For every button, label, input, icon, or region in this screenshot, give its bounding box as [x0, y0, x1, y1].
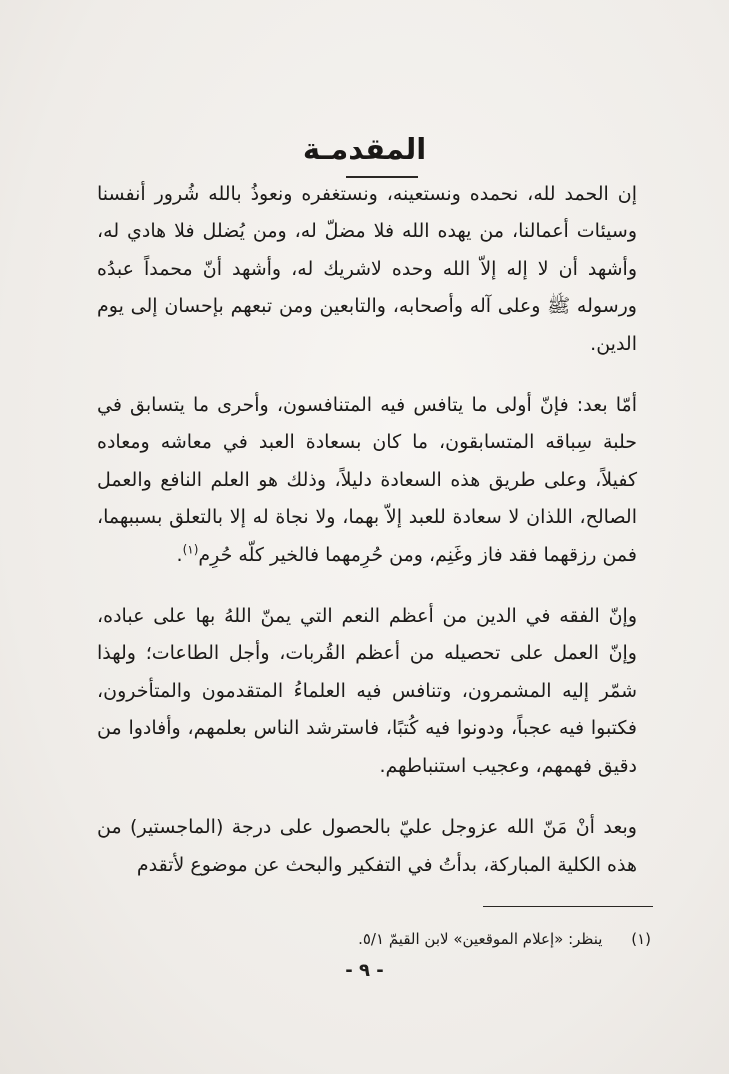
- body-text: [97, 176, 637, 884]
- paragraph-2: أمّا بعد: فإنّ أولى ما يتافس فيه المتنافسون، وأحرى ما يتسابق في حلبة سِباقه المتسابقون، ما كان بسعادة العبد في معاشه ومعاده كفيلاً، وعلى طريق هذه السعادة دليلاً، وذلك هو العلم النافع والعمل الصالح، اللذان لا سعادة للعبد إلاّ بهما، ولا نجاة له إلا بالتعلق بسببهما، فمن رزقهما فقد فاز وغَنِم، ومن حُرِمهما فالخير كلّه حُرِم$^{(١)}$.: [97, 394, 637, 566]
- footnote-text: ينظر: «إعلام الموقعين» لابن القيمّ ٥/١.: [358, 930, 603, 948]
- paragraph-4: وبعد أنْ مَنّ الله عزوجل عليّ بالحصول على درجة (الماجستير) من هذه الكلية المباركة، بدأتُ في التفكير والبحث عن موضوع لأتقدم: [97, 816, 637, 876]
- paragraph-3: وإنّ الفقه في الدين من أعظم النعم التي يمنّ اللهُ بها على عباده، وإنّ العمل على تحصيله من أعظم القُربات، وأجل الطاعات؛ ولهذا شمّر إليه المشمرون، وتنافس فيه العلماءُ المتقدمون والمتأخرون، فكتبوا فيه عجباً، ودونوا فيه كُتبًا، فاسترشد الناس بعلمهم، وأفادوا من دقيق فهمهم، وعجيب استنباطهم.: [97, 605, 637, 777]
- footnote: [91, 930, 651, 948]
- footnote-separator: [483, 906, 653, 907]
- footnote-number: (١): [631, 930, 651, 948]
- paragraph-2-text: أمّا بعد: فإنّ أولى ما يتافس فيه المتنافسون، وأحرى ما يتسابق في حلبة سِباقه المتسابقون، ما كان بسعادة العبد في معاشه ومعاده كفيلاً، وعلى طريق هذه السعادة دليلاً، وذلك هو العلم النافع والعمل الصالح، اللذان لا سعادة للعبد إلاّ بهما، ولا نجاة له إلا بالتعلق بسببهما، فمن رزقهما فقد فاز وغَنِم، ومن حُرِمهما فالخير كلّه حُرِم: [97, 394, 637, 566]
- paragraph-1: إن الحمد لله، نحمده ونستعينه، ونستغفره ونعوذُ بالله شُرور أنفسنا وسيئات أعمالنا، من يهده الله فلا مضلّ له، ومن يُضلل فلا هادي له، وأشهد أن لا إله إلاّ الله وحده لاشريك له، وأشهد أنّ محمداً عبدُه ورسوله ﷺ وعلى آله وأصحابه، والتابعين ومن تبعهم بإحسان إلى يوم الدين.: [97, 183, 637, 355]
- page-title: المقدمـة: [302, 132, 427, 166]
- page-number: - ٩ -: [345, 960, 384, 981]
- footnote-marker: (١): [182, 542, 199, 557]
